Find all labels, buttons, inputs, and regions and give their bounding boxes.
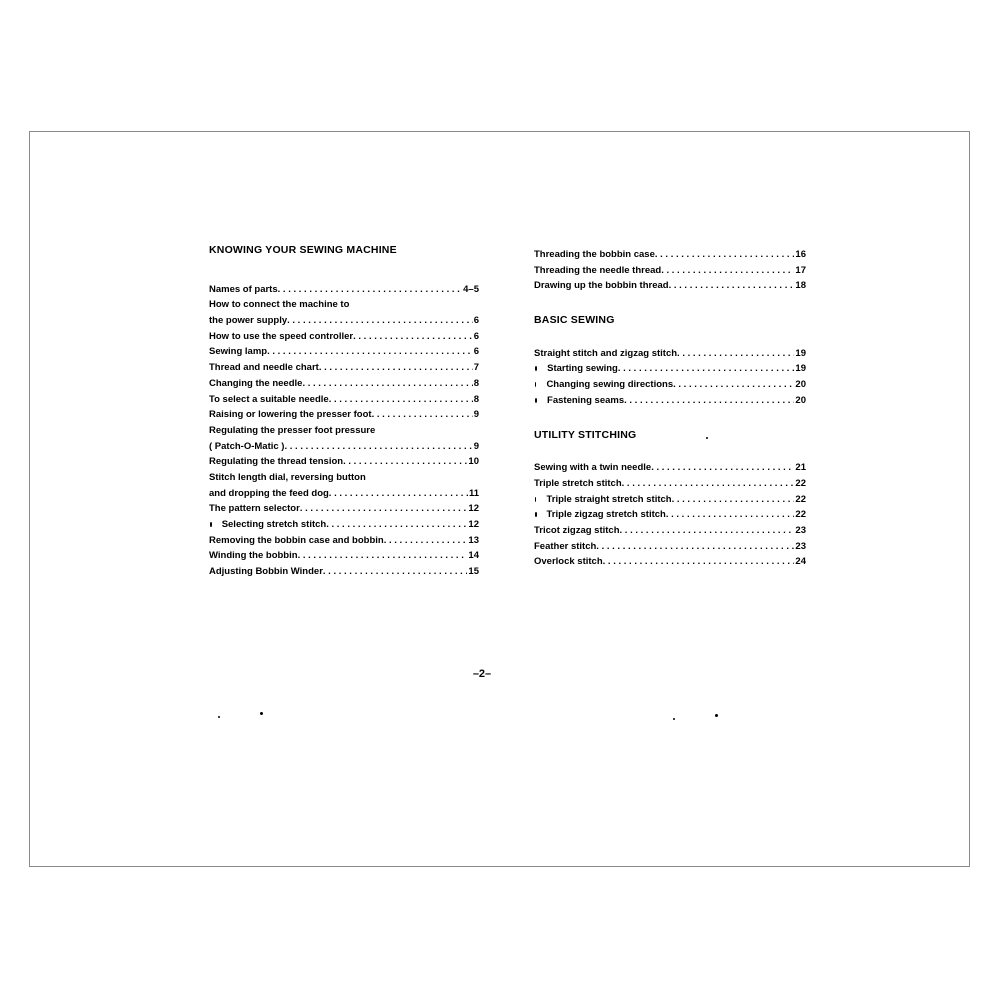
scan-speck xyxy=(673,718,675,720)
toc-entry: Triple straight stretch stitch . . . 22 xyxy=(534,492,806,508)
toc-entry: Adjusting Bobbin Winder . . . 15 xyxy=(209,564,479,580)
bullet-icon xyxy=(535,512,537,517)
toc-left-column xyxy=(209,243,479,580)
toc-entry: Regulating the thread tension . . . 10 xyxy=(209,454,479,470)
toc-entry: Raising or lowering the presser foot . . . 9 xyxy=(209,407,479,423)
toc-entry: Names of parts . . . 4–5 xyxy=(209,282,479,298)
scan-speck xyxy=(715,714,718,717)
toc-entry: Regulating the presser foot pressure xyxy=(209,424,376,436)
section-heading-knowing-machine: KNOWING YOUR SEWING MACHINE xyxy=(209,244,397,256)
bullet-icon xyxy=(535,366,537,371)
toc-entry: How to connect the machine to xyxy=(209,299,350,311)
scan-speck xyxy=(218,716,220,718)
toc-entry: How to use the speed controller . . . 6 xyxy=(209,329,479,345)
toc-entry: Sewing with a twin needle . . . 21 xyxy=(534,460,806,476)
section-heading-utility-stitching: UTILITY STITCHING xyxy=(534,428,637,441)
toc-entry: Sewing lamp . . . 6 xyxy=(209,344,479,360)
toc-entry: Winding the bobbin . . . 14 xyxy=(209,548,479,564)
toc-entry: Feather stitch . . . 23 xyxy=(534,539,806,555)
toc-entry: Changing sewing directions . . . 20 xyxy=(534,377,806,393)
section-heading-basic-sewing: BASIC SEWING xyxy=(534,314,615,327)
toc-entry: Starting sewing . . . 19 xyxy=(534,361,806,377)
toc-entry: The pattern selector . . . 12 xyxy=(209,501,479,517)
scan-speck xyxy=(260,712,263,715)
toc-entry: Selecting stretch stitch . . . 12 xyxy=(209,517,479,533)
toc-entry: ( Patch-O-Matic ) . . . 9 xyxy=(209,439,479,455)
toc-entry: To select a suitable needle . . . 8 xyxy=(209,392,479,408)
toc-entry: Tricot zigzag stitch . . . 23 xyxy=(534,523,806,539)
toc-entry: Stitch length dial, reversing button xyxy=(209,471,366,483)
toc-entry: the power supply . . . 6 xyxy=(209,313,479,329)
toc-entry: Drawing up the bobbin thread . . . 18 xyxy=(534,278,806,294)
toc-entry: Triple stretch stitch . . . 22 xyxy=(534,476,806,492)
page-number: –2– xyxy=(472,668,492,680)
toc-entry: Thread and needle chart . . . 7 xyxy=(209,360,479,376)
bullet-icon xyxy=(535,398,537,403)
toc-entry: Overlock stitch . . . 24 xyxy=(534,554,806,570)
toc-entry: Threading the needle thread . . . 17 xyxy=(534,263,806,279)
toc-entry: Straight stitch and zigzag stitch . . . 19 xyxy=(534,346,806,362)
toc-entry: Removing the bobbin case and bobbin . . . 13 xyxy=(209,533,479,549)
toc-right-column xyxy=(534,247,806,570)
page-frame xyxy=(29,131,970,867)
toc-entry: Threading the bobbin case . . . 16 xyxy=(534,247,806,263)
bullet-icon xyxy=(535,382,536,387)
toc-entry: Fastening seams . . . 20 xyxy=(534,393,806,409)
bullet-icon xyxy=(535,497,536,502)
bullet-icon xyxy=(210,522,212,527)
toc-entry: Triple zigzag stretch stitch . . . 22 xyxy=(534,507,806,523)
toc-entry: and dropping the feed dog . . . 11 xyxy=(209,486,479,502)
scan-speck xyxy=(706,437,708,439)
toc-entry: Changing the needle . . . 8 xyxy=(209,376,479,392)
